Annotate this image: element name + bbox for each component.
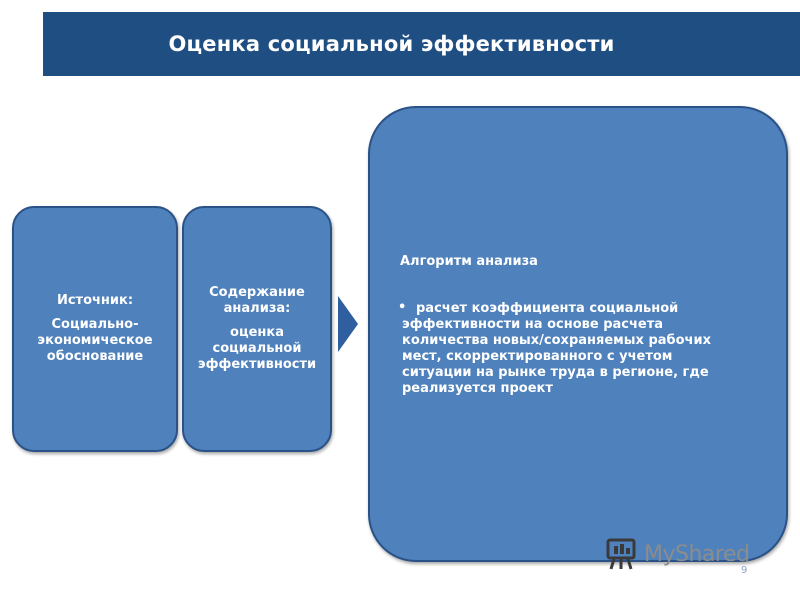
page-title: Оценка социальной эффективности: [168, 32, 615, 56]
content-heading: Содержание анализа:: [209, 285, 305, 316]
algorithm-box: [368, 106, 788, 562]
source-heading: Источник:: [56, 293, 134, 308]
content-body: оценка социальной эффективности: [197, 325, 317, 372]
algorithm-bullet-item: [398, 300, 732, 397]
arrow-right-icon: [338, 296, 358, 352]
bullet-icon: •: [398, 300, 407, 315]
page-number: 9: [741, 565, 748, 576]
content-box: [182, 206, 332, 452]
watermark-text: MyShared: [644, 541, 750, 567]
algorithm-bullet-text: расчет коэффициента социальной эффективности на основе расчета количества новых/сохраняемых рабочих мест, скорректированного с учетом ситуации на рынке труда в регионе, где реализуется проект: [402, 301, 711, 396]
source-box: [12, 206, 178, 452]
algorithm-heading: Алгоритм анализа: [400, 254, 538, 269]
presentation-board-icon: [606, 537, 638, 571]
title-bar: [43, 12, 800, 76]
source-body: Социально-экономическое обоснование: [37, 317, 153, 364]
